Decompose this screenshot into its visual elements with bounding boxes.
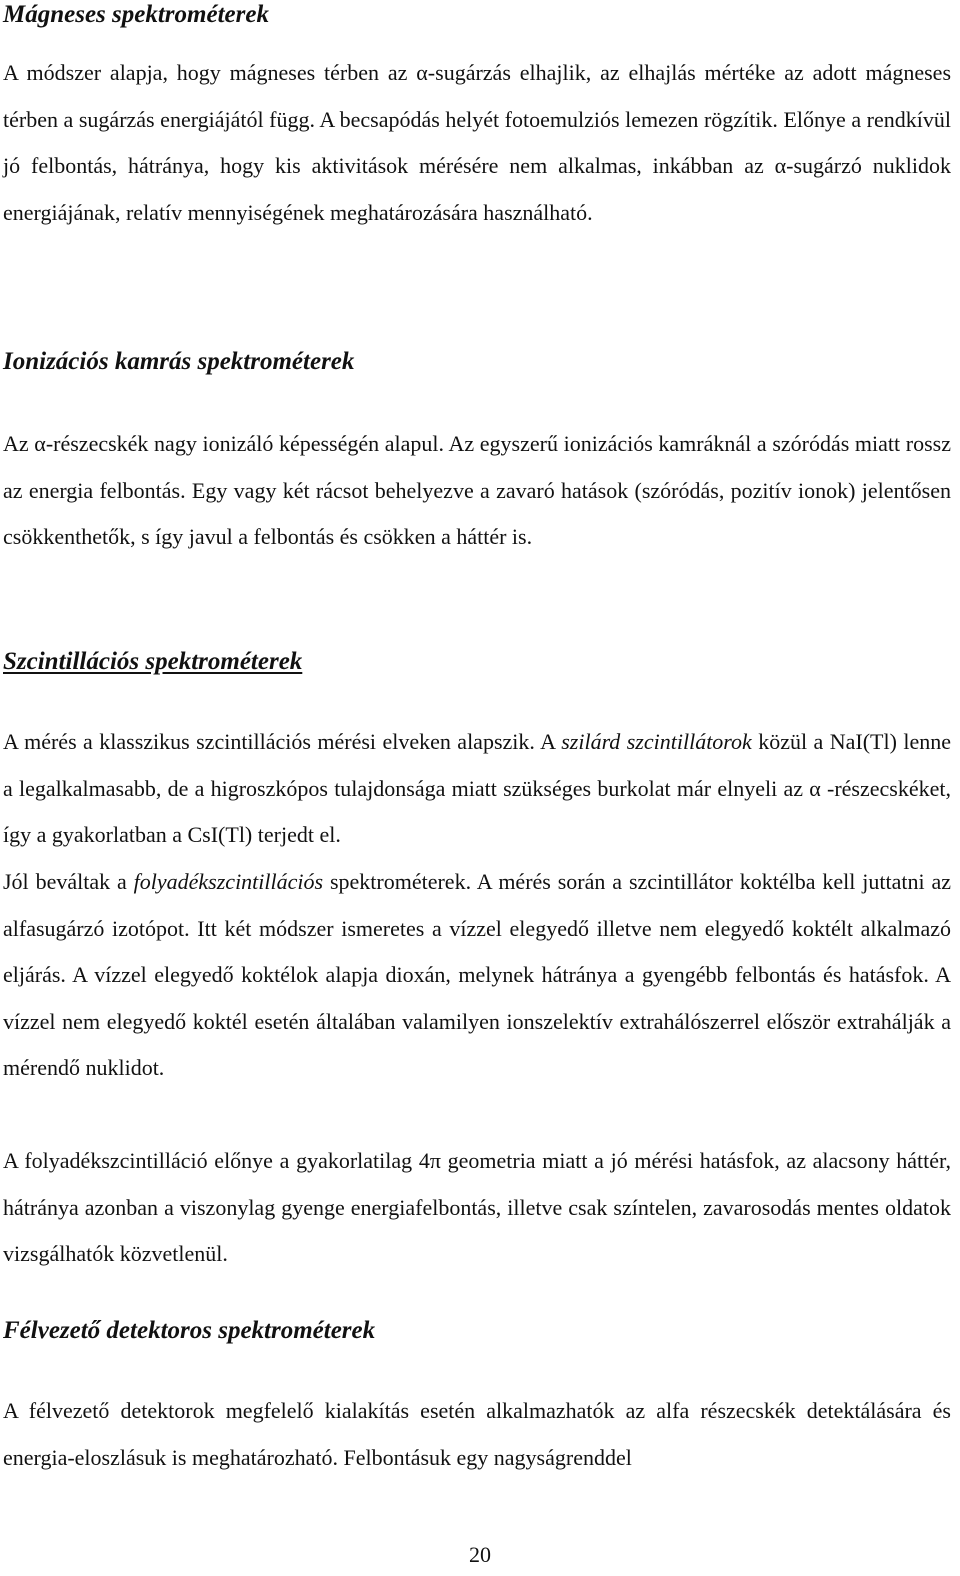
heading-scintillation: Szcintillációs spektrométerek xyxy=(3,648,303,675)
page-number: 20 xyxy=(469,1542,491,1567)
emphasis-solid-scintillators: szilárd szcintillátorok xyxy=(561,729,752,754)
text-run: Jól beváltak a xyxy=(3,869,134,894)
text-run: spektrométerek. A mérés során a szcintillátor koktélba kell juttatni az alfasugárzó izotópot. Itt két módszer ismeretes a vízzel elegyedő illetve nem elegyedő koktélt alkalmazó eljárás. A vízzel elegyedő koktélok alapja dioxán, melynek hátránya a gyengébb felbontás és hatásfok. A vízzel nem elegyedő koktél esetén általában valamilyen ionszelektív extrahálószerrel először extrahálják a mérendő nuklidot. xyxy=(3,869,951,1080)
paragraph-ionization: Az α-részecskék nagy ionizáló képességén alapul. Az egyszerű ionizációs kamráknál a szóródás miatt rossz az energia felbontás. Egy vagy két rácsot behelyezve a zavaró hatások (szóródás, pozitív ionok) jelentősen csökkenthetők, s így javul a felbontás és csökken a háttér is. xyxy=(3,431,951,549)
heading-semiconductor: Félvezető detektoros spektrométerek xyxy=(3,1317,376,1344)
paragraph-liquid-advantages: A folyadékszcintilláció előnye a gyakorlatilag 4π geometria miatt a jó mérési hatásfok, az alacsony háttér, hátránya azonban a viszonylag gyenge energiafelbontás, illetve csak színtelen, zavarosodás mentes oldatok vizsgálhatók közvetlenül. xyxy=(3,1148,951,1266)
paragraph-scintillation-solid xyxy=(3,719,951,859)
text-run: közül a NaI(Tl) lenne a legalkalmasabb, de a higroszkópos tulajdonsága miatt szükséges burkolat már elnyeli az α -részecskéket, így a gyakorlatban a CsI(Tl) terjedt el. xyxy=(3,729,951,847)
emphasis-liquid-scintillation: folyadékszcintillációs xyxy=(133,869,324,894)
text-run: A mérés a klasszikus szcintillációs mérési elveken alapszik. A xyxy=(3,729,562,754)
heading-ionization-chamber: Ionizációs kamrás spektrométerek xyxy=(3,348,355,375)
paragraph-semiconductor: A félvezető detektorok megfelelő kialakítás esetén alkalmazhatók az alfa részecskék detektálására és energia-eloszlásuk is meghatározható. Felbontásuk egy nagyságrenddel xyxy=(3,1398,951,1470)
heading-magnetic-spectrometers: Mágneses spektrométerek xyxy=(3,1,269,28)
paragraph-magnetic: A módszer alapja, hogy mágneses térben az α-sugárzás elhajlik, az elhajlás mértéke az adott mágneses térben a sugárzás energiájától függ. A becsapódás helyét fotoemulziós lemezen rögzítik. Előnye a rendkívül jó felbontás, hátránya, hogy kis aktivitások mérésére nem alkalmas, inkábban az α-sugárzó nuklidok energiájának, relatív mennyiségének meghatározására használható. xyxy=(3,60,951,225)
paragraph-scintillation-liquid xyxy=(3,859,951,1092)
